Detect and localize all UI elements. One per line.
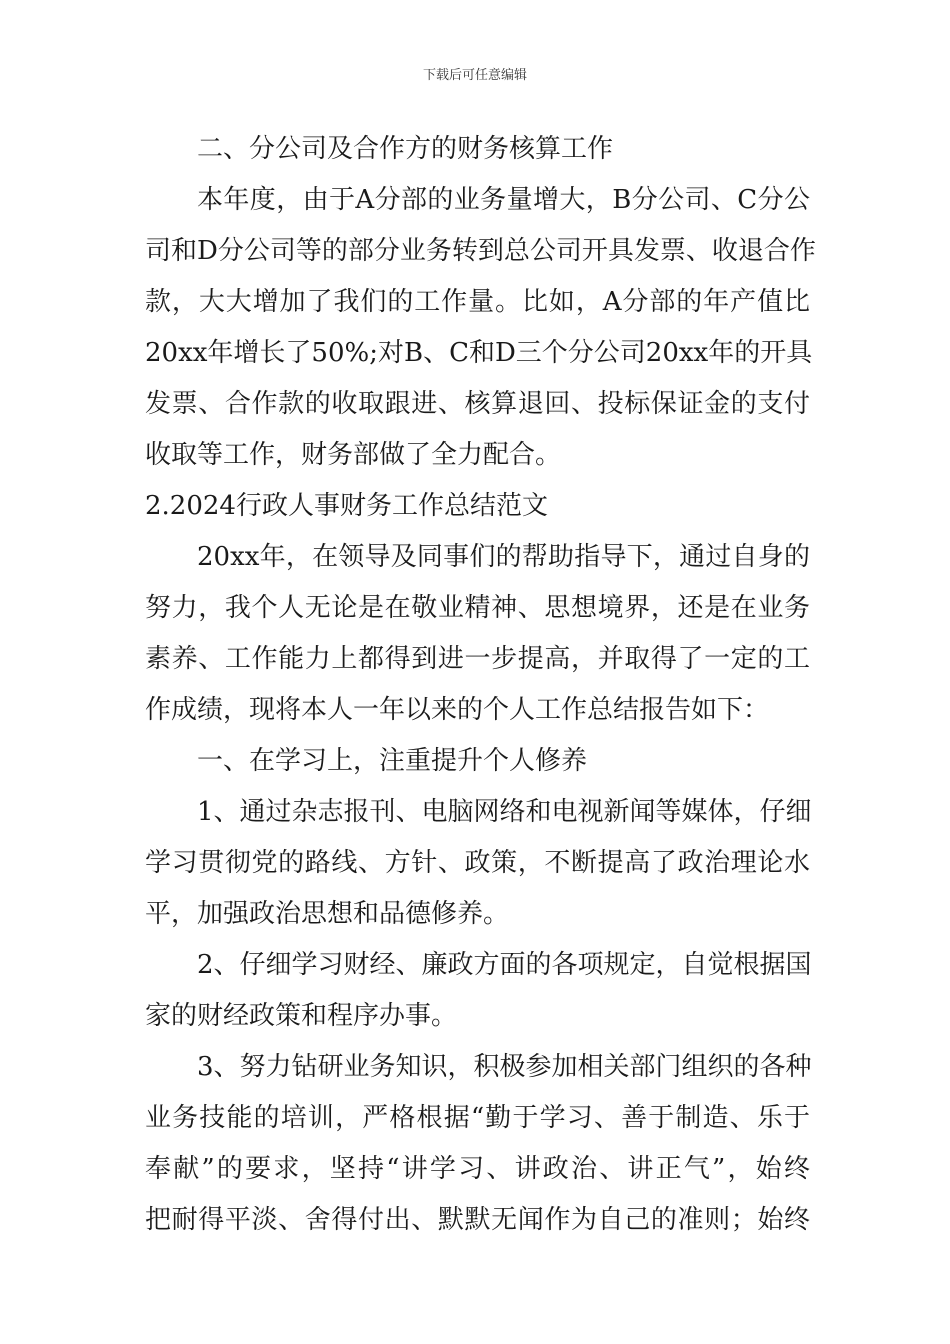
text-line: 司和D分公司等的部分业务转到总公司开具发票、收退合作	[145, 236, 816, 266]
text-line: 作成绩，现将本人一年以来的个人工作总结报告如下：	[145, 695, 770, 725]
text-line: 款，大大增加了我们的工作量。比如，A分部的年产值比	[145, 287, 810, 317]
text-line: 业务技能的培训，严格根据“勤于学习、善于制造、乐于	[145, 1103, 810, 1133]
text-line: 1、通过杂志报刊、电脑网络和电视新闻等媒体，仔细	[197, 797, 812, 827]
text-line: 发票、合作款的收取跟进、核算退回、投标保证金的支付	[145, 389, 810, 419]
paragraph	[145, 787, 810, 940]
paragraph	[145, 1042, 810, 1246]
text-line: 2.2024行政人事财务工作总结范文	[145, 491, 548, 521]
text-line: 奉献”的要求，坚持“讲学习、讲政治、讲正气”，始终	[145, 1154, 810, 1184]
text-line: 学习贯彻党的路线、方针、政策，不断提高了政治理论水	[145, 848, 810, 878]
paragraph	[145, 124, 810, 175]
text-line: 平，加强政治思想和品德修养。	[145, 899, 510, 929]
text-line: 2、仔细学习财经、廉政方面的各项规定，自觉根据国	[197, 950, 812, 980]
text-line: 20xx年，在领导及同事们的帮助指导下，通过自身的	[197, 542, 810, 572]
paragraph	[145, 940, 810, 1042]
text-line: 20xx年增长了50%;对B、C和D三个分公司20xx年的开具	[145, 338, 813, 368]
paragraph	[145, 532, 810, 736]
paragraph	[145, 481, 810, 532]
text-line: 一、在学习上，注重提升个人修养	[197, 746, 588, 776]
text-line: 把耐得平淡、舍得付出、默默无闻作为自己的准则；始终	[145, 1205, 810, 1235]
text-line: 家的财经政策和程序办事。	[145, 1001, 458, 1031]
text-line: 二、分公司及合作方的财务核算工作	[197, 134, 614, 164]
text-line: 努力，我个人无论是在敬业精神、思想境界，还是在业务	[145, 593, 810, 623]
paragraph	[145, 736, 810, 787]
paragraph	[145, 175, 816, 481]
text-line: 收取等工作，财务部做了全力配合。	[145, 440, 562, 470]
document-body	[145, 124, 816, 1246]
text-line: 3、努力钻研业务知识，积极参加相关部门组织的各种	[197, 1052, 812, 1082]
text-line: 本年度，由于A分部的业务量增大，B分公司、C分公	[197, 185, 810, 215]
page-header: 下载后可任意编辑	[422, 68, 527, 83]
text-line: 素养、工作能力上都得到进一步提高，并取得了一定的工	[145, 644, 810, 674]
